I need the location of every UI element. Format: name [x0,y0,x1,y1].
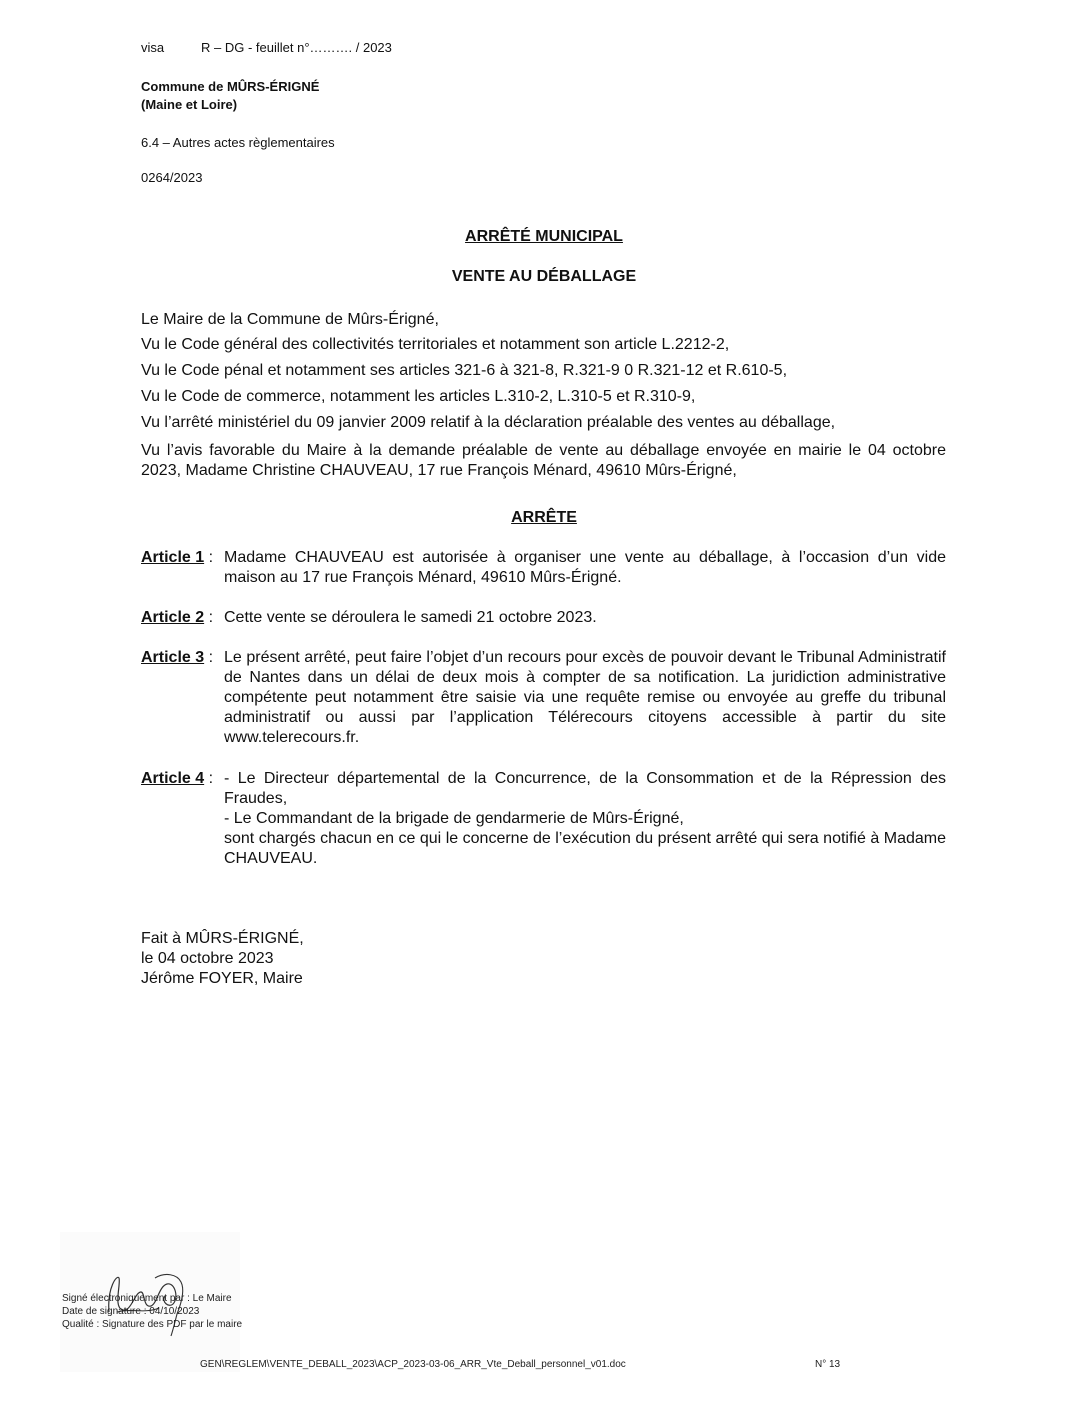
article-1-text: Madame CHAUVEAU est autorisée à organiser une vente au déballage, à l’occasion d’un vide maison au 17 rue François Ménard, 49610 Mûrs-Érigné. [224,549,946,586]
article-4-label: Article 4 : [141,770,214,787]
consideration-avis-favorable: Vu l’avis favorable du Maire à la demande préalable de vente au déballage envoyée en mairie le 04 octobre 2023, Madame Christine CHAUVEAU, 17 rue François Ménard, 49610 Mûrs-Érigné, [141,442,946,479]
article-4-line-execution: sont chargés chacun en ce qui le concerne de l’exécution du présent arrêté qui sera notifié à Madame CHAUVEAU. [224,830,946,867]
feuillet-reference: R – DG - feuillet n°………. / 2023 [201,40,392,55]
article-2-label-text: Article 2 [141,609,205,626]
article-4-line-commandant: - Le Commandant de la brigade de gendarmerie de Mûrs-Érigné, [224,810,684,827]
department-name: (Maine et Loire) [141,97,238,112]
esign-signed-by: Signé électroniquement par : Le Maire [62,1293,232,1304]
article-1-label-text: Article 1 [141,549,205,566]
article-4-text [224,769,946,869]
signoff-place: Fait à MÛRS-ÉRIGNÉ, [141,930,304,947]
article-4-label-text: Article 4 [141,770,205,787]
footer-file-path-text: GEN\REGLEM\VENTE_DEBALL_2023\ACP_2023-03-06_ARR_Vte_Deball_personnel_v01.doc [200,1359,626,1370]
article-3-text: Le présent arrêté, peut faire l’objet d’un recours pour excès de pouvoir devant le Tribunal Administratif de Nantes dans un délai de deux mois à compter de sa notification. La juridiction administrative compétente peut notamment être saisie via une requête remise ou envoyée au greffe du tribunal administratif ou aussi par l’application Télérecours citoyens accessible à partir du site www.telerecours.fr. [224,649,946,746]
article-1-label: Article 1 : [141,549,214,566]
signoff-signer: Jérôme FOYER, Maire [141,970,303,987]
footer-file-path [200,1359,670,1370]
consideration-code-penal: Vu le Code pénal et notamment ses articles 321-6 à 321-8, R.321-9 0 R.321-12 et R.610-5, [141,362,788,379]
article-2-label: Article 2 : [141,609,214,626]
esign-quality: Qualité : Signature des PDF par le maire [62,1319,243,1330]
consideration-code-commerce: Vu le Code de commerce, notamment les articles L.310-2, L.310-5 et R.310-9, [141,388,696,405]
consideration-mayor: Le Maire de la Commune de Mûrs-Érigné, [141,311,439,328]
visa-label: visa [141,40,165,55]
esign-date: Date de signature : 04/10/2023 [62,1306,200,1317]
article-2-text: Cette vente se déroulera le samedi 21 octobre 2023. [224,609,597,626]
consideration-cgct: Vu le Code général des collectivités territoriales et notamment son article L.2212-2, [141,336,730,353]
footer-page-number: N° 13 [815,1359,841,1370]
article-3-label: Article 3 : [141,649,214,666]
signoff-date: le 04 octobre 2023 [141,950,274,967]
commune-name: Commune de MÛRS-ÉRIGNÉ [141,79,320,94]
document-title: ARRÊTÉ MUNICIPAL [465,228,623,245]
act-category: 6.4 – Autres actes règlementaires [141,135,335,150]
act-number: 0264/2023 [141,170,203,185]
article-4-line-directeur: - Le Directeur départemental de la Concurrence, de la Consommation et de la Répression des Fraudes, [224,770,946,807]
consideration-arrete-ministeriel: Vu l’arrêté ministériel du 09 janvier 2009 relatif à la déclaration préalable des ventes au déballage, [141,414,836,431]
article-3-label-text: Article 3 [141,649,205,666]
document-subtitle: VENTE AU DÉBALLAGE [451,268,637,285]
arrete-heading: ARRÊTE [511,509,577,526]
